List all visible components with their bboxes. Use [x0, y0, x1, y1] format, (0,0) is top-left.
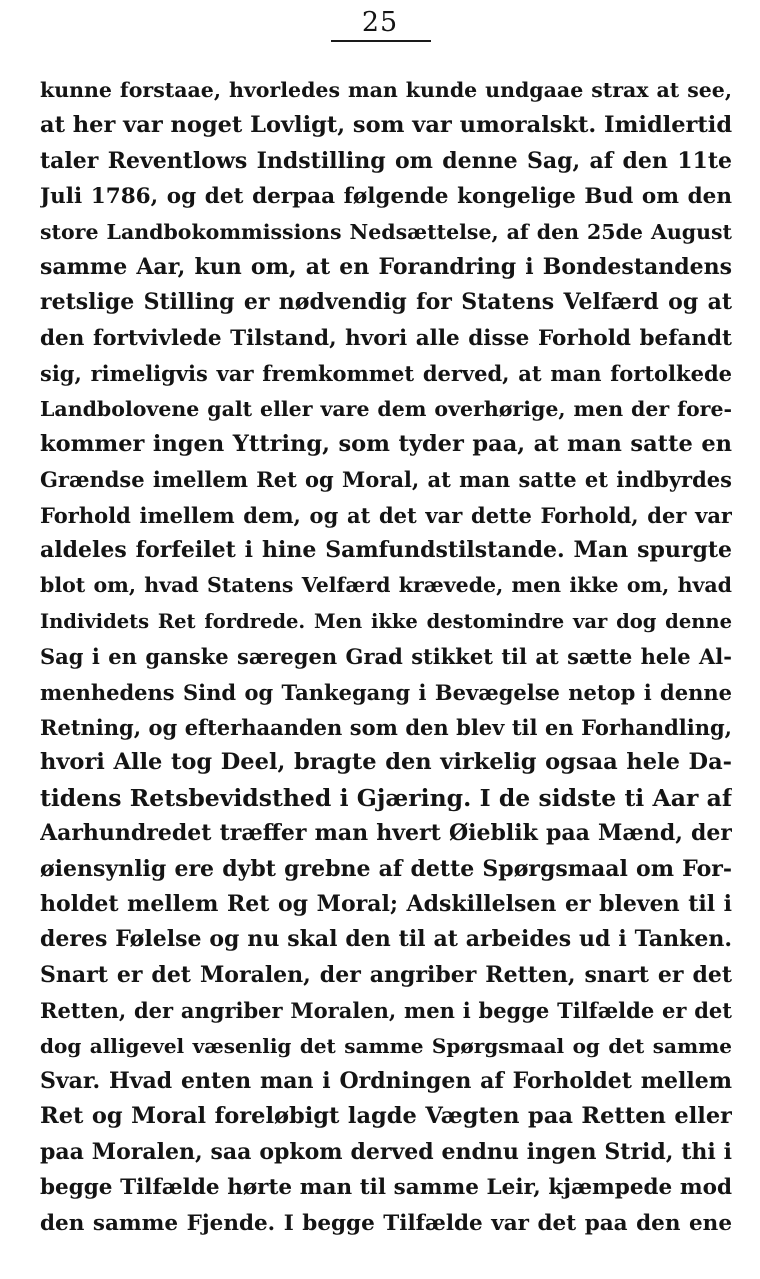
text-line: samme Aar, kun om, at en Forandring i Bondestandens [40, 253, 732, 280]
text-line: dog alligevel væsenlig det samme Spørgsmaal og det samme [40, 1033, 732, 1058]
text-line: kunne forstaae, hvorledes man kunde undgaae strax at see, [40, 78, 732, 102]
text-line: begge Tilfælde hørte man til samme Leir, kjæmpede mod [40, 1175, 732, 1201]
text-line: deres Følelse og nu skal den til at arbeides ud i Tanken. [40, 926, 732, 953]
text-line: Landbolovene galt eller vare dem overhørige, men der fore- [40, 396, 732, 421]
text-line: Individets Ret fordrede. Men ikke destomindre var dog denne [40, 609, 732, 633]
text-line: Sag i en ganske særegen Grad stikket til at sætte hele Al- [40, 644, 732, 670]
text-line: store Landbokommissions Nedsættelse, af den 25de August [40, 219, 732, 244]
text-line: tidens Retsbevidsthed i Gjæring. I de sidste ti Aar af [40, 783, 732, 812]
text-line: Aarhundredet træffer man hvert Øieblik paa Mænd, der [40, 820, 732, 847]
text-line: Retning, og efterhaanden som den blev til en Forhandling, [40, 715, 732, 741]
page-header [0, 8, 760, 38]
page-number: 25 [361, 7, 399, 38]
text-line: Juli 1786, og det derpaa følgende kongelige Bud om den [40, 184, 732, 210]
text-line: Grændse imellem Ret og Moral, at man satte et indbyrdes [40, 467, 732, 493]
text-line: aldeles forfeilet i hine Samfundstilstande. Man spurgte [40, 537, 732, 564]
text-line: Retten, der angriber Moralen, men i begge Tilfælde er det [40, 998, 732, 1024]
body-text [40, 73, 732, 1241]
text-line: holdet mellem Ret og Moral; Adskillelsen er bleven til i [40, 890, 732, 917]
text-line: sig, rimeligvis var fremkommet derved, at man fortolkede [40, 361, 732, 387]
text-line: øiensynlig ere dybt grebne af dette Spørgsmaal om For- [40, 855, 732, 882]
text-line: menhedens Sind og Tankegang i Bevægelse netop i denne [40, 679, 732, 705]
text-line: Forhold imellem dem, og at det var dette Forhold, der var [40, 502, 732, 528]
text-line: kommer ingen Yttring, som tyder paa, at man satte en [40, 430, 732, 457]
text-line: blot om, hvad Statens Velfærd krævede, men ikke om, hvad [40, 573, 732, 598]
text-line: Ret og Moral foreløbigt lagde Vægten paa Retten eller [40, 1103, 732, 1130]
text-line: hvori Alle tog Deel, bragte den virkelig ogsaa hele Da- [40, 749, 732, 776]
text-line: at her var noget Lovligt, som var umoralskt. Imidlertid [40, 112, 732, 139]
header-rule [331, 40, 431, 42]
text-line: den samme Fjende. I begge Tilfælde var det paa den ene [40, 1210, 732, 1236]
text-line: Snart er det Moralen, der angriber Retten, snart er det [40, 961, 732, 988]
text-line: taler Reventlows Indstilling om denne Sag, af den 11te [40, 147, 732, 174]
text-line: Svar. Hvad enten man i Ordningen af Forholdet mellem [40, 1067, 732, 1094]
text-line: paa Moralen, saa opkom derved endnu ingen Strid, thi i [40, 1138, 732, 1165]
text-line: den fortvivlede Tilstand, hvori alle disse Forhold befandt [40, 325, 732, 351]
text-line: retslige Stilling er nødvendig for Statens Velfærd og at [40, 289, 732, 316]
